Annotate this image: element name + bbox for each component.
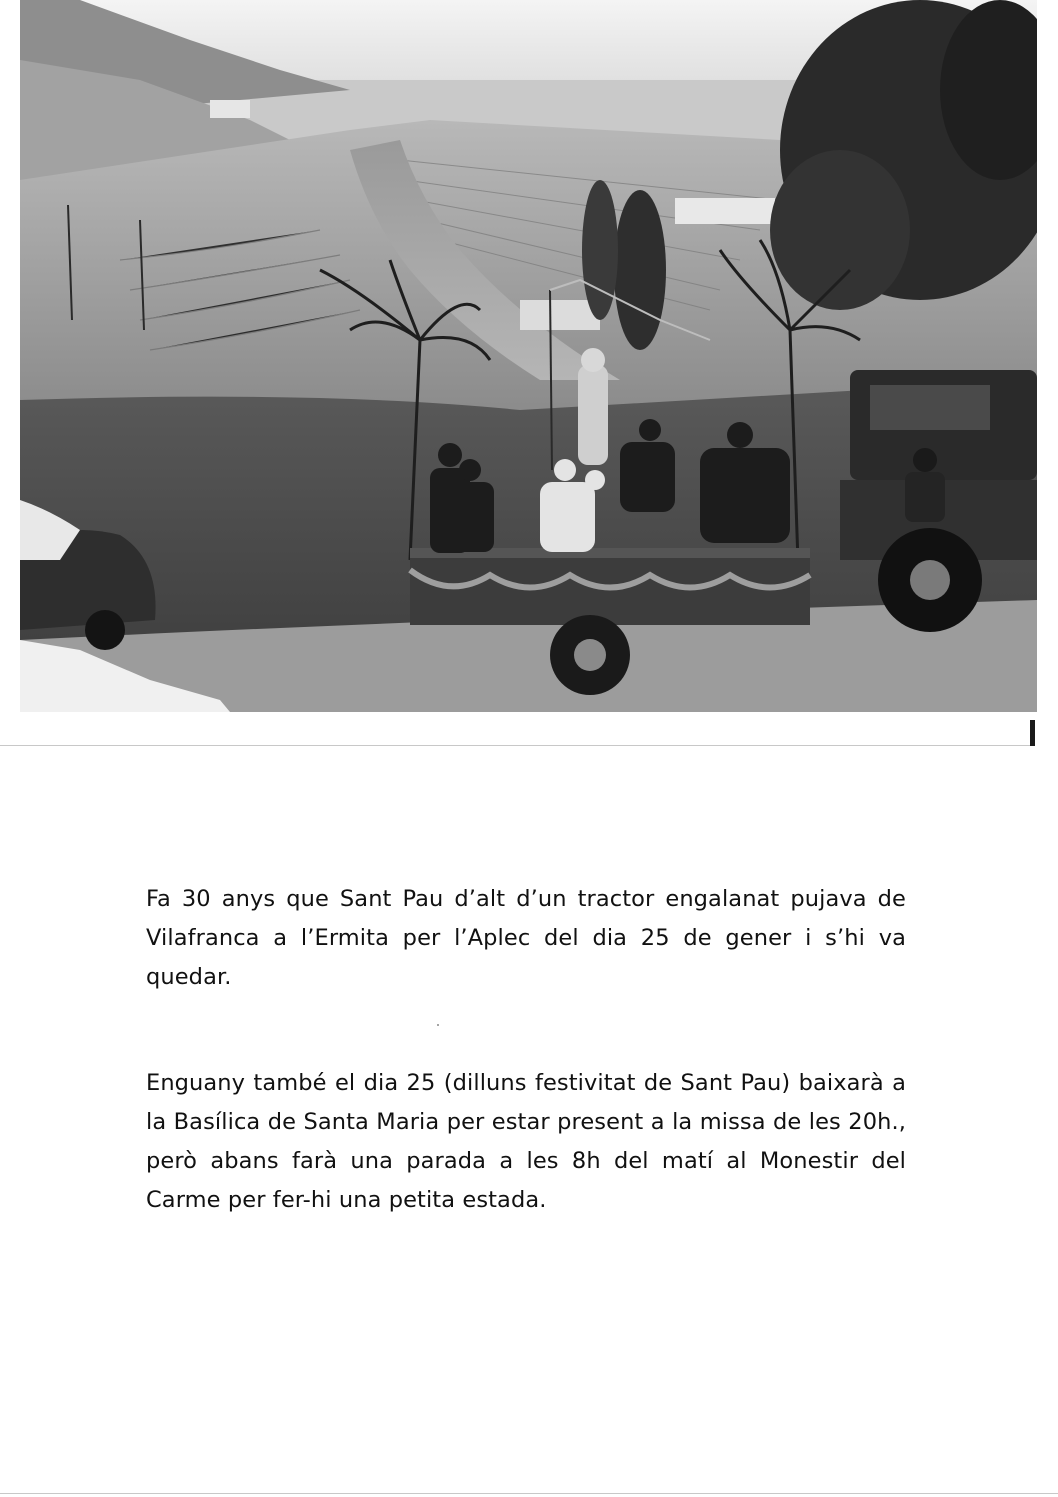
scan-border-line — [0, 745, 1035, 746]
procession-photo — [20, 0, 1037, 712]
scan-bottom-line — [0, 1493, 1058, 1494]
scan-edge-mark — [1030, 720, 1035, 746]
paragraph-2: Enguany també el dia 25 (dilluns festivitat de Sant Pau) baixarà a la Basílica de Santa Maria per estar present a la missa de les 20h., però abans farà una parada a les 8h del matí al Monestir del Carme per fer-hi una petita estada. — [146, 1070, 906, 1213]
scan-speck — [437, 1024, 439, 1026]
paragraph-1: Fa 30 anys que Sant Pau d’alt d’un tractor engalanat pujava de Vilafranca a l’Ermita per l’Aplec del dia 25 de gener i s’hi va quedar. — [146, 886, 906, 990]
